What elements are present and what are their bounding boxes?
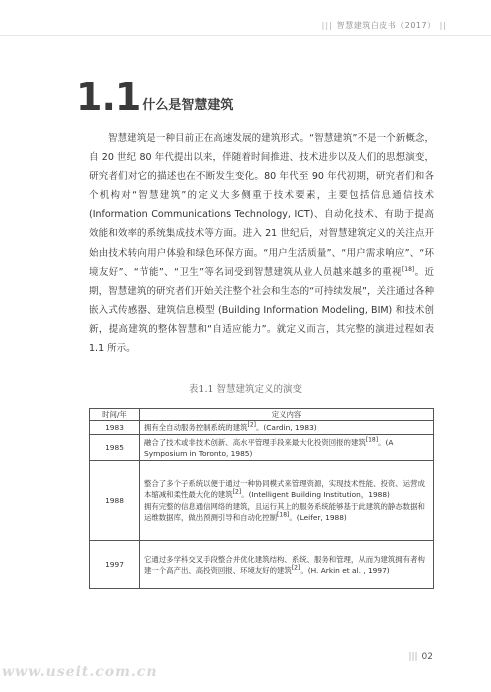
definition-source: 。(H. Arkin et al. , 1997) xyxy=(300,565,390,575)
table-header-row xyxy=(90,409,434,421)
definition-cell xyxy=(140,435,434,461)
definition-entry xyxy=(144,437,429,459)
citation-ref: [2] xyxy=(291,564,301,572)
body-paragraph xyxy=(89,129,434,358)
header-bars-right: || xyxy=(439,21,447,30)
header-definition: 定义内容 xyxy=(140,409,434,421)
year-cell: 1985 xyxy=(90,435,140,461)
citation-ref: [2] xyxy=(247,421,256,429)
definition-text: 融合了技术或非技术创新、高水平管理手段来最大化投资回报的建筑 xyxy=(144,437,366,447)
definition-entry xyxy=(144,501,429,523)
running-header xyxy=(322,20,447,31)
table-caption: 表1.1 智慧建筑定义的演变 xyxy=(188,384,303,395)
header-year: 时间/年 xyxy=(90,409,140,421)
definition-entry xyxy=(144,422,429,433)
table-row xyxy=(90,541,434,589)
definition-entry xyxy=(144,478,429,500)
definition-cell xyxy=(140,541,434,589)
definition-entry xyxy=(144,554,429,576)
definition-source: 。(Leifer, 1988) xyxy=(289,513,347,522)
header-title: 智慧建筑白皮书（2017） xyxy=(336,21,436,30)
page-footer xyxy=(408,652,433,662)
definition-text: 拥有全自动服务控制系统的建筑 xyxy=(144,423,248,432)
definition-text: 整合了多个子系统以便于通过一种协同模式来管理资源，实现技术性能、投资、运营成本缩减和柔性最大化的建筑 xyxy=(144,479,425,499)
year-cell: 1997 xyxy=(90,541,140,589)
definition-text: 拥有完整的信息通信网络的建筑，且运行其上的服务系统能够基于此建筑的静态数据和运维数据库，做出预测引导和自动化控制 xyxy=(144,502,425,522)
paragraph-text-part1: 智慧建筑是一种目前正在高速发展的建筑形式。“智慧建筑”不是一个新概念，自 20 世纪 80 年代提出以来，伴随着时间推进、技术进步以及人们的思想演变，研究者们对它的描述也在不断发生变化。80 年代至 90 年代初期，研究者们和各个机构对“智慧建筑”的定义大多侧重于技术要素，主要包括信息通信技术 (Information Communications Technology, ICT)、自动化技术、有助于提高效能和效率的系统集成技术等方面。进入 21 世纪后，对智慧建筑定义的关注点开始由技术转向用户体验和绿色环保方面。“用户生活质量”、“用户需求响应”、“环境友好”、“节能”、“卫生”等名词受到智慧建筑从业人员越来越多的重视 xyxy=(89,133,434,278)
page-bars: ||| xyxy=(408,652,418,662)
definition-text: 它通过多学科交叉手段整合并优化建筑结构、系统、服务和管理，从而为建筑拥有者构建一个高产出、高投资回报、环境友好的建筑 xyxy=(144,554,425,575)
section-number: 1.1 xyxy=(76,75,141,119)
page-number: 02 xyxy=(421,652,433,662)
table-row xyxy=(90,435,434,461)
year-cell: 1988 xyxy=(90,461,140,541)
definition-source: 。(A Symposium in Toronto, 1985) xyxy=(144,437,394,458)
table-row xyxy=(90,461,434,541)
definition-source: 。(Intelligent Building Institution，1988) xyxy=(241,490,390,499)
section-title: 什么是智慧建筑 xyxy=(142,98,234,113)
section-heading xyxy=(76,75,234,119)
citation-ref: [2] xyxy=(232,488,242,496)
definition-source: 。(Cardin, 1983) xyxy=(255,423,317,432)
definition-cell xyxy=(140,461,434,541)
definition-evolution-table xyxy=(89,408,434,589)
table-row xyxy=(90,421,434,435)
paragraph xyxy=(89,129,434,358)
citation-ref: [18] xyxy=(365,436,379,444)
paragraph-text-part2: 。近期，智慧建筑的研究者们开始关注整个社会和生态的“可持续发展”，关注通过各种嵌入式传感器、建筑信息模型 (Building Information Modeling, BIM) 和技术创新，提高建筑的整体智慧和“自适应能力”。就定义而言，其完整的演进过程如表 1.1 所示。 xyxy=(89,266,434,355)
site-watermark: www.useit.com.cn xyxy=(2,664,158,680)
year-cell: 1983 xyxy=(90,421,140,435)
definition-cell xyxy=(140,421,434,435)
citation-ref: [18] xyxy=(401,265,415,273)
header-rule xyxy=(0,35,491,36)
header-bars-left: ||| xyxy=(321,21,333,30)
citation-ref: [18] xyxy=(277,511,290,519)
